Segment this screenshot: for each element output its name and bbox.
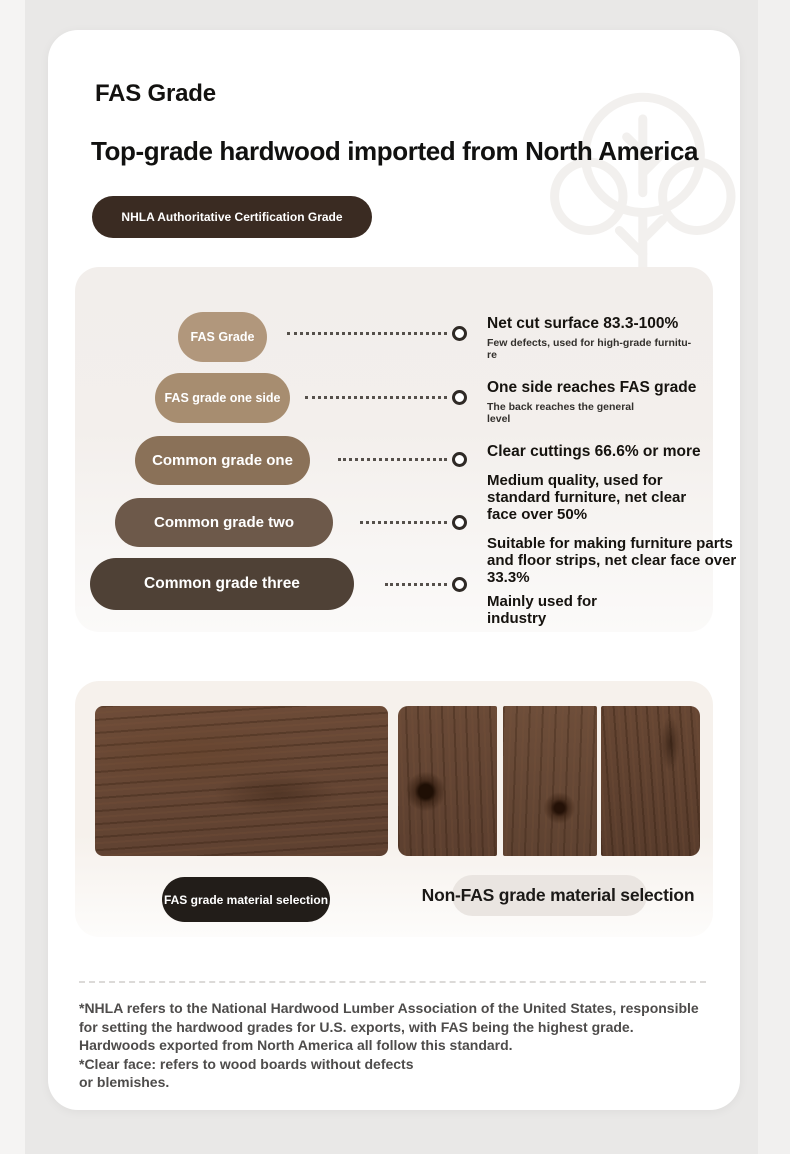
non-fas-wood-plank-2-image (503, 706, 597, 856)
materials-panel (75, 681, 713, 937)
page-title: FAS Grade (95, 80, 216, 107)
grade-description-line: and floor strips, net clear face over (487, 552, 737, 569)
connector-ring-icon (452, 326, 467, 341)
previous-page-edge (0, 0, 25, 1154)
grade-description (487, 535, 736, 586)
product-detail-card (48, 30, 740, 1110)
dotted-connector (338, 458, 447, 461)
footnote-line: *Clear face: refers to wood boards without defects (79, 1055, 414, 1072)
grade-pill-fas-one-side: FAS grade one side (155, 373, 290, 423)
footnote-line: or blemishes. (79, 1074, 170, 1090)
footnote-line: for setting the hardwood grades for U.S. exports, with FAS being the highest grade. (79, 1018, 634, 1035)
connector-ring-icon (452, 452, 467, 467)
grade-description-line: re (487, 349, 497, 361)
dotted-connector (385, 583, 447, 586)
grade-description-line: face over 50% (487, 506, 588, 523)
footnote-line: *NHLA refers to the National Hardwood Lumber Association of the United States, responsible (79, 1000, 699, 1016)
grade-pill-common-three: Common grade three (90, 558, 354, 610)
grade-description-line: 33.3% (487, 569, 530, 586)
fas-material-label: FAS grade material selection (162, 877, 330, 922)
grade-description-line: Medium quality, used for (487, 472, 663, 489)
grade-description (487, 472, 686, 523)
grade-pyramid-panel (75, 267, 737, 632)
grade-description (487, 378, 696, 425)
connector-ring-icon (452, 577, 467, 592)
grade-pill-common-one: Common grade one (135, 436, 310, 485)
grade-description-title: Net cut surface 83.3-100% (487, 315, 679, 332)
grade-description-line: standard furniture, net clear (487, 489, 687, 506)
grade-pill-fas: FAS Grade (178, 312, 267, 362)
grade-description-title: One side reaches FAS grade (487, 379, 697, 396)
dotted-connector (360, 521, 447, 524)
grade-description-line: industry (487, 610, 547, 627)
dashed-divider (79, 981, 706, 983)
footnote-line: Hardwoods exported from North America all follow this standard. (79, 1037, 513, 1053)
grade-description (487, 593, 597, 627)
grade-description-line: Mainly used for (487, 593, 598, 610)
grade-description (487, 314, 691, 361)
certification-badge: NHLA Authoritative Certification Grade (92, 196, 372, 238)
next-page-edge (758, 0, 790, 1154)
grade-description-line: Suitable for making furniture parts (487, 535, 733, 552)
footnote (79, 999, 699, 1092)
dotted-connector (305, 396, 447, 399)
fas-wood-sample-image (95, 706, 388, 856)
non-fas-material-label: Non-FAS grade material selection (421, 885, 695, 905)
connector-ring-icon (452, 515, 467, 530)
grade-pill-common-two: Common grade two (115, 498, 333, 547)
grade-description-title: Clear cuttings 66.6% or more (487, 443, 701, 460)
page-subtitle: Top-grade hardwood imported from North America (91, 136, 699, 166)
grade-description-line: The back reaches the general (487, 401, 635, 413)
grade-description (487, 442, 701, 461)
connector-ring-icon (452, 390, 467, 405)
non-fas-wood-plank-3-image (601, 706, 700, 856)
dotted-connector (287, 332, 447, 335)
grade-description-line: level (487, 413, 511, 425)
grade-description-line: Few defects, used for high-grade furnitu- (487, 337, 692, 349)
non-fas-wood-plank-1-image (398, 706, 497, 856)
